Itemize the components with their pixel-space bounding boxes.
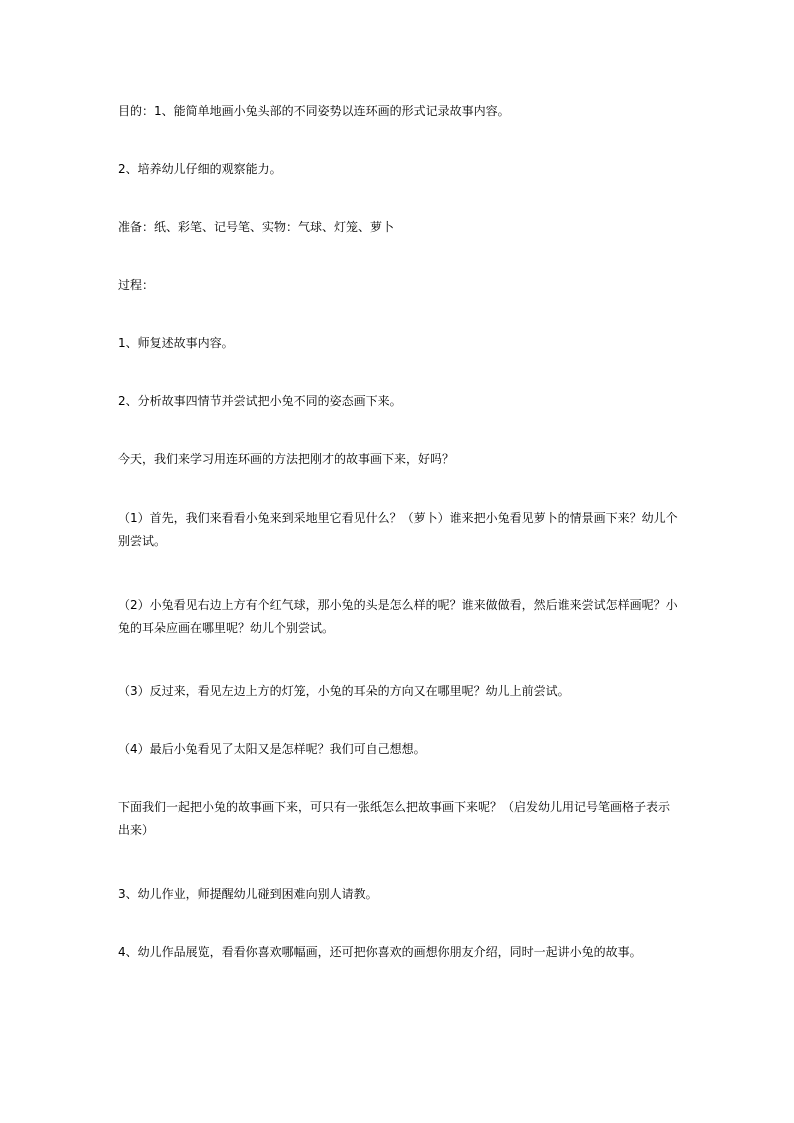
paragraph-process-heading: 过程： xyxy=(118,278,155,292)
paragraph-sub-2: （2）小兔看见右边上方有个红气球，那小兔的头是怎么样的呢？谁来做做看，然后谁来尝试怎样画呢？小兔的耳朵应画在哪里呢？幼儿个别尝试。 xyxy=(118,598,678,635)
paragraph-goal-1: 目的：1、能简单地画小兔头部的不同姿势以连环画的形式记录故事内容。 xyxy=(118,104,510,118)
paragraph-sub-1: （1）首先，我们来看看小兔来到采地里它看见什么？（萝卜）谁来把小兔看见萝卜的情景画下来？幼儿个别尝试。 xyxy=(118,511,678,548)
paragraph-preparation: 准备：纸、彩笔、记号笔、实物：气球、灯笼、萝卜 xyxy=(118,220,395,234)
paragraph-step-1: 1、师复述故事内容。 xyxy=(118,336,234,350)
paragraph-step-2: 2、分析故事四情节并尝试把小兔不同的姿态画下来。 xyxy=(118,394,402,408)
paragraph-step-3: 3、幼儿作业，师提醒幼儿碰到困难向别人请教。 xyxy=(118,887,378,901)
paragraph-sub-4: （4）最后小兔看见了太阳又是怎样呢？我们可自己想想。 xyxy=(118,742,426,756)
paragraph-step-4: 4、幼儿作品展览，看看你喜欢哪幅画，还可把你喜欢的画想你朋友介绍，同时一起讲小兔的故事。 xyxy=(118,945,642,959)
paragraph-goal-2: 2、培养幼儿仔细的观察能力。 xyxy=(118,162,282,176)
paragraph-sub-3: （3）反过来，看见左边上方的灯笼，小兔的耳朵的方向又在哪里呢？幼儿上前尝试。 xyxy=(118,684,570,698)
paragraph-intro: 今天，我们来学习用连环画的方法把刚才的故事画下来，好吗？ xyxy=(118,452,455,466)
paragraph-drawing: 下面我们一起把小兔的故事画下来，可只有一张纸怎么把故事画下来呢？（启发幼儿用记号笔画格子表示出来） xyxy=(118,800,671,837)
